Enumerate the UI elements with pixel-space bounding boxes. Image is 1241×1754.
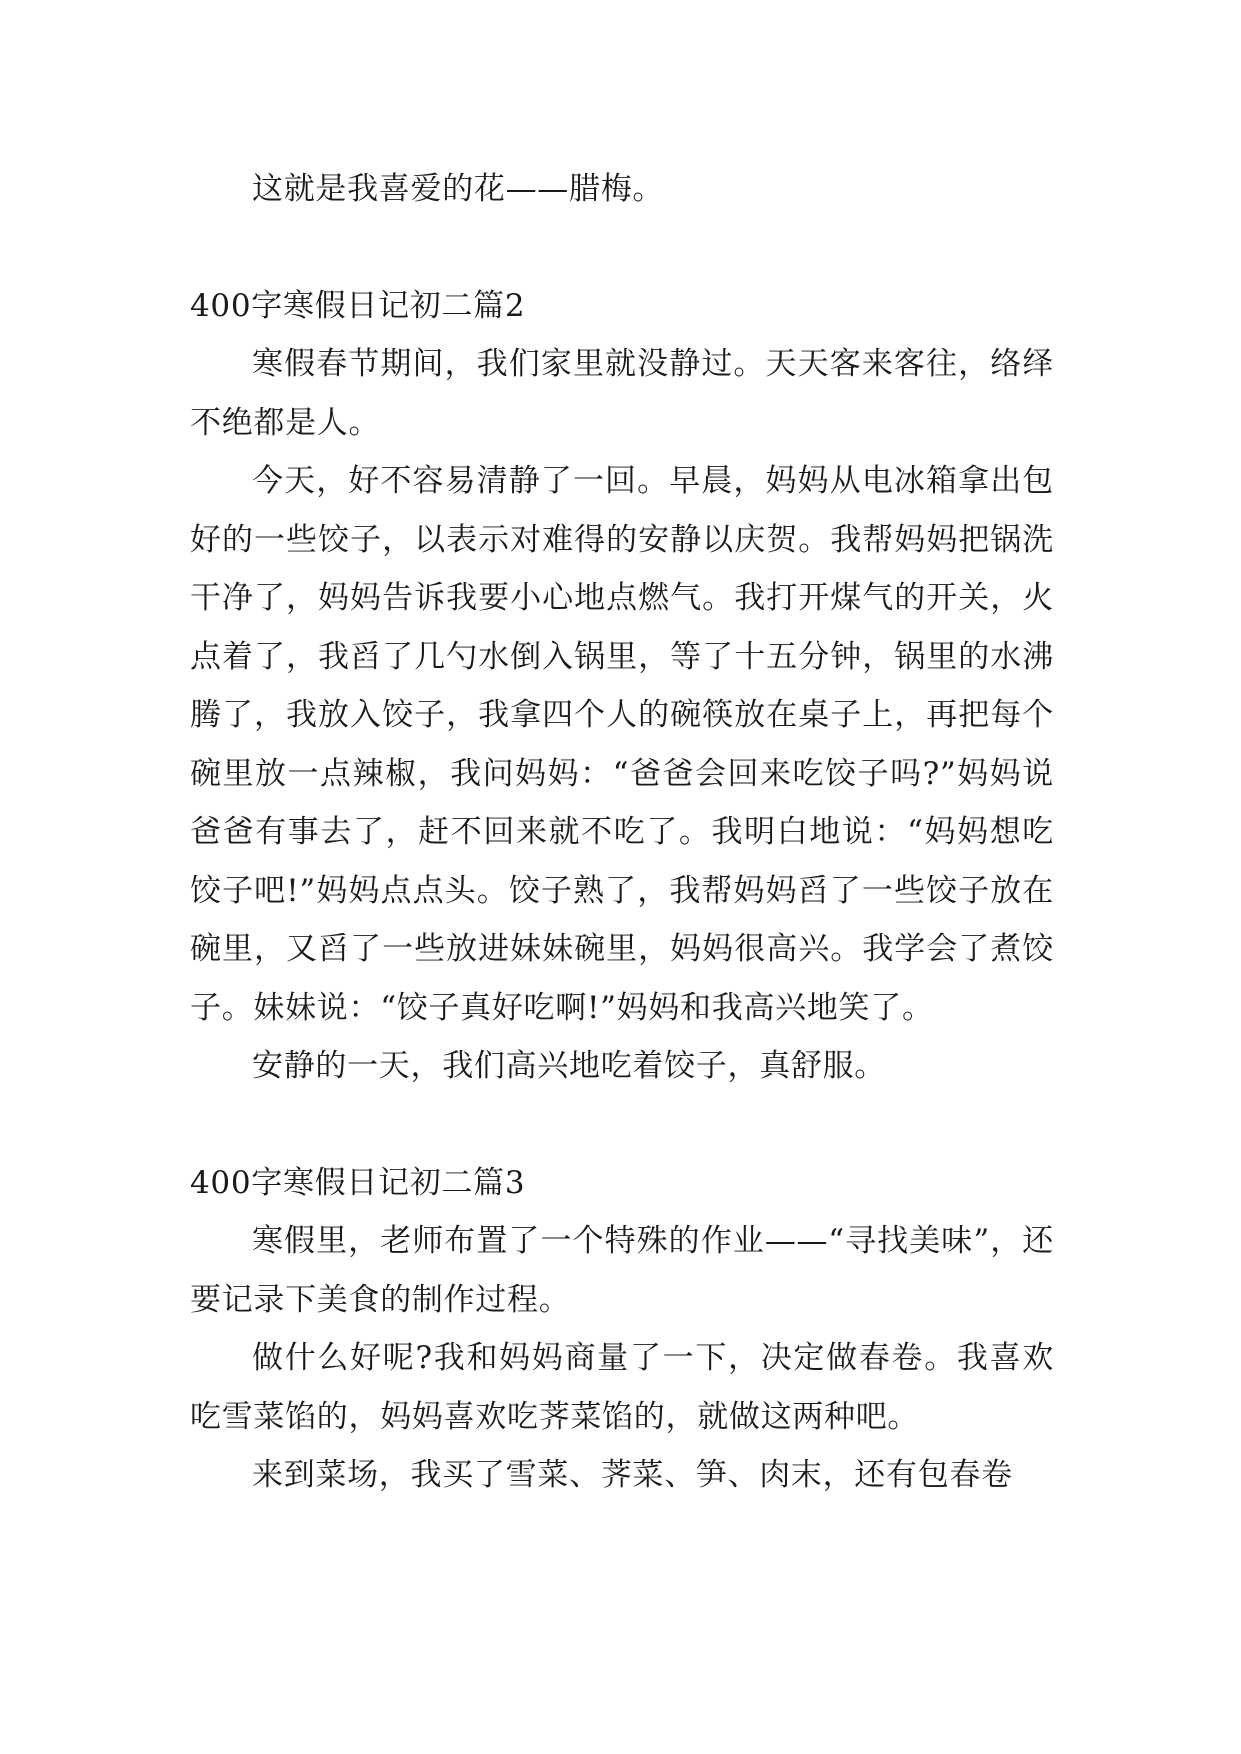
section-spacer bbox=[190, 219, 1054, 277]
section-spacer bbox=[190, 1096, 1054, 1154]
paragraph: 寒假里，老师布置了一个特殊的作业——“寻找美味”，还要记录下美食的制作过程。 bbox=[190, 1223, 1054, 1318]
section-3 bbox=[190, 1154, 1054, 1505]
paragraph: 来到菜场，我买了雪菜、荠菜、笋、肉末，还有包春卷 bbox=[252, 1457, 1013, 1493]
section-heading: 400字寒假日记初二篇2 bbox=[190, 287, 526, 324]
section-2 bbox=[190, 277, 1054, 1096]
paragraph: 安静的一天，我们高兴地吃着饺子，真舒服。 bbox=[252, 1048, 886, 1084]
paragraph: 寒假春节期间，我们家里就没静过。天天客来客往，络绎不绝都是人。 bbox=[190, 346, 1054, 441]
paragraph: 这就是我喜爱的花——腊梅。 bbox=[252, 171, 665, 207]
paragraph: 今天，好不容易清静了一回。早晨，妈妈从电冰箱拿出包好的一些饺子，以表示对难得的安静以庆贺。我帮妈妈把锅洗干净了，妈妈告诉我要小心地点燃气。我打开煤气的开关，火点着了，我舀了几勺水倒入锅里，等了十五分钟，锅里的水沸腾了，我放入饺子，我拿四个人的碗筷放在桌子上，再把每个碗里放一点辣椒，我问妈妈：“爸爸会回来吃饺子吗?”妈妈说爸爸有事去了，赶不回来就不吃了。我明白地说：“妈妈想吃饺子吧!”妈妈点点头。饺子熟了，我帮妈妈舀了一些饺子放在碗里，又舀了一些放进妹妹碗里，妈妈很高兴。我学会了煮饺子。妹妹说：“饺子真好吃啊!”妈妈和我高兴地笑了。 bbox=[190, 463, 1054, 1026]
document-body bbox=[190, 160, 1054, 1505]
section-heading: 400字寒假日记初二篇3 bbox=[190, 1164, 526, 1201]
paragraph: 做什么好呢?我和妈妈商量了一下，决定做春卷。我喜欢吃雪菜馅的，妈妈喜欢吃荠菜馅的，就做这两种吧。 bbox=[190, 1340, 1054, 1435]
section-1 bbox=[190, 160, 1054, 219]
